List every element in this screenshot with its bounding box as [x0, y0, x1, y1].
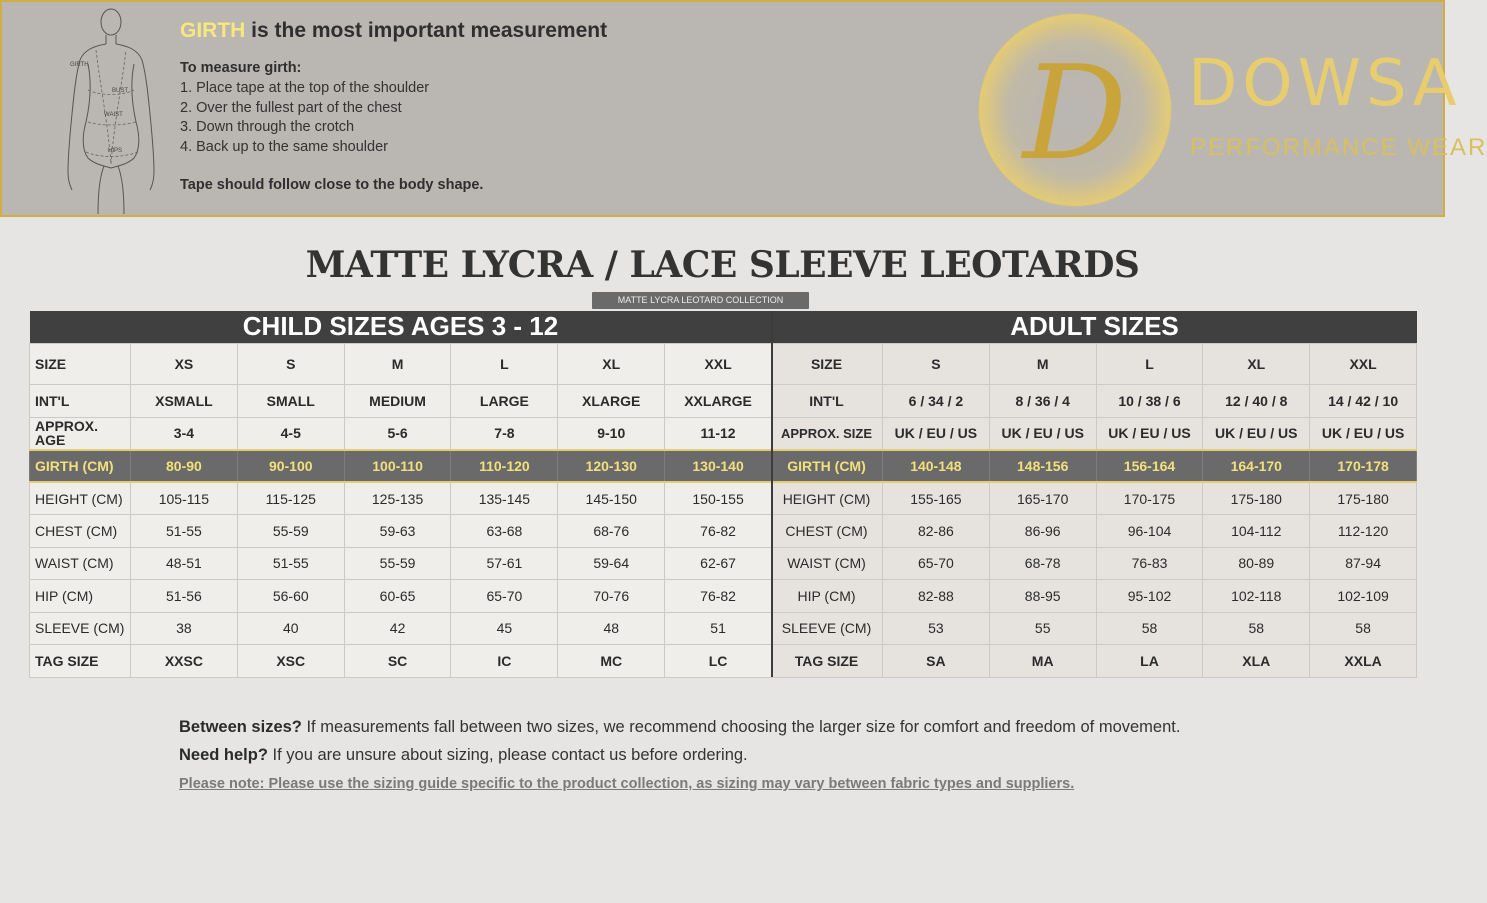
adult-row-label: SIZE — [773, 343, 883, 384]
adult-row-label: HIP (CM) — [773, 580, 883, 613]
adult-size-cell: 88-95 — [989, 580, 1096, 613]
adult-size-cell: 102-109 — [1310, 580, 1417, 613]
child-size-cell: 65-70 — [451, 580, 558, 613]
adult-size-cell: 112-120 — [1310, 515, 1417, 548]
child-size-cell: XSC — [237, 645, 344, 678]
child-size-cell: 7-8 — [451, 417, 558, 450]
body-figure-illustration — [60, 4, 160, 216]
adult-table-row — [773, 384, 1417, 417]
adult-size-cell: 170-175 — [1096, 482, 1203, 515]
child-size-cell: XL — [558, 343, 665, 384]
child-size-cell: 40 — [237, 612, 344, 645]
child-size-cell: 59-63 — [344, 515, 451, 548]
tape-note: Tape should follow close to the body shape. — [180, 177, 484, 193]
adult-size-cell: 14 / 42 / 10 — [1310, 384, 1417, 417]
child-size-cell: 76-82 — [665, 515, 772, 548]
adult-size-cell: 165-170 — [989, 482, 1096, 515]
adult-size-cell: SA — [883, 645, 990, 678]
child-size-cell: 115-125 — [237, 482, 344, 515]
child-table-row — [30, 343, 772, 384]
child-size-cell: 56-60 — [237, 580, 344, 613]
adult-size-cell: 164-170 — [1203, 450, 1310, 482]
adult-size-cell: 148-156 — [989, 450, 1096, 482]
measure-step: 3. Down through the crotch — [180, 119, 355, 135]
adult-size-cell: UK / EU / US — [1203, 417, 1310, 450]
adult-row-label: CHEST (CM) — [773, 515, 883, 548]
fine-print-note: Please note: Please use the sizing guide specific to the product collection, as sizing may vary between fabric types and suppliers. — [179, 776, 1075, 792]
child-size-cell: 42 — [344, 612, 451, 645]
child-size-cell: SC — [344, 645, 451, 678]
child-size-cell: 51-55 — [237, 547, 344, 580]
waist-figure-label: WAIST — [104, 112, 123, 118]
child-size-cell: 4-5 — [237, 417, 344, 450]
measure-steps-list — [180, 79, 429, 157]
child-row-label: TAG SIZE — [30, 645, 131, 678]
between-sizes-label: Between sizes? — [179, 718, 302, 736]
child-size-cell: MEDIUM — [344, 384, 451, 417]
adult-size-cell: 175-180 — [1310, 482, 1417, 515]
adult-size-cell: 102-118 — [1203, 580, 1310, 613]
child-size-cell: 90-100 — [237, 450, 344, 482]
child-row-label: GIRTH (CM) — [30, 450, 131, 482]
child-size-cell: 110-120 — [451, 450, 558, 482]
adult-size-cell: XXLA — [1310, 645, 1417, 678]
adult-size-cell: L — [1096, 343, 1203, 384]
collection-tag: MATTE LYCRA LEOTARD COLLECTION — [592, 292, 809, 309]
child-size-cell: 130-140 — [665, 450, 772, 482]
adult-size-cell: 58 — [1096, 612, 1203, 645]
child-size-cell: 125-135 — [344, 482, 451, 515]
child-size-cell: 11-12 — [665, 417, 772, 450]
how-to-measure-title: To measure girth: — [180, 60, 302, 76]
adult-size-cell: 58 — [1310, 612, 1417, 645]
need-help-label: Need help? — [179, 746, 268, 764]
child-size-cell: 105-115 — [131, 482, 238, 515]
child-size-cell: 55-59 — [237, 515, 344, 548]
child-size-cell: 9-10 — [558, 417, 665, 450]
between-sizes-note — [179, 713, 1379, 741]
child-size-cell: XS — [131, 343, 238, 384]
need-help-note — [179, 741, 1379, 769]
child-table-row — [30, 645, 772, 678]
child-size-cell: 55-59 — [344, 547, 451, 580]
child-size-cell: 51 — [665, 612, 772, 645]
child-size-table — [29, 311, 772, 678]
child-size-cell: 76-82 — [665, 580, 772, 613]
child-row-label: HIP (CM) — [30, 580, 131, 613]
child-size-cell: 63-68 — [451, 515, 558, 548]
adult-size-cell: MA — [989, 645, 1096, 678]
child-table-row — [30, 417, 772, 450]
adult-row-label: INT'L — [773, 384, 883, 417]
bust-figure-label: BUST — [112, 88, 129, 94]
adult-size-cell: 155-165 — [883, 482, 990, 515]
adult-size-cell: 8 / 36 / 4 — [989, 384, 1096, 417]
child-size-cell: 62-67 — [665, 547, 772, 580]
adult-row-label: TAG SIZE — [773, 645, 883, 678]
adult-size-cell: 140-148 — [883, 450, 990, 482]
child-size-cell: 51-55 — [131, 515, 238, 548]
child-size-cell: 3-4 — [131, 417, 238, 450]
girth-highlight: GIRTH — [180, 19, 246, 42]
page-title: MATTE LYCRA / LACE SLEEVE LEOTARDS — [305, 244, 1140, 286]
adult-size-table — [772, 311, 1417, 678]
child-size-cell: L — [451, 343, 558, 384]
adult-size-cell: UK / EU / US — [883, 417, 990, 450]
adult-table-row — [773, 515, 1417, 548]
adult-size-cell: 95-102 — [1096, 580, 1203, 613]
child-size-cell: 48-51 — [131, 547, 238, 580]
brand-logo-icon — [970, 8, 1180, 213]
child-row-label: HEIGHT (CM) — [30, 482, 131, 515]
child-table-row — [30, 384, 772, 417]
brand-name: DOWSA — [1188, 47, 1462, 121]
child-size-cell: 145-150 — [558, 482, 665, 515]
child-size-cell: 150-155 — [665, 482, 772, 515]
child-size-cell: XXL — [665, 343, 772, 384]
child-size-cell: LC — [665, 645, 772, 678]
adult-size-cell: 55 — [989, 612, 1096, 645]
adult-size-cell: XL — [1203, 343, 1310, 384]
child-size-cell: 80-90 — [131, 450, 238, 482]
between-sizes-text: If measurements fall between two sizes, we recommend choosing the larger size for comfort and freedom of movement. — [301, 718, 1181, 736]
child-sizes-heading: CHILD SIZES AGES 3 - 12 — [30, 311, 772, 343]
child-size-cell: 48 — [558, 612, 665, 645]
child-row-label: WAIST (CM) — [30, 547, 131, 580]
adult-size-cell: 82-86 — [883, 515, 990, 548]
child-size-cell: XLARGE — [558, 384, 665, 417]
adult-size-cell: 104-112 — [1203, 515, 1310, 548]
child-size-cell: 45 — [451, 612, 558, 645]
adult-size-cell: 170-178 — [1310, 450, 1417, 482]
adult-table-row — [773, 547, 1417, 580]
adult-size-cell: 58 — [1203, 612, 1310, 645]
child-size-cell: SMALL — [237, 384, 344, 417]
adult-size-cell: 12 / 40 / 8 — [1203, 384, 1310, 417]
adult-size-cell: 6 / 34 / 2 — [883, 384, 990, 417]
hips-figure-label: HIPS — [108, 148, 123, 154]
adult-table-row — [773, 482, 1417, 515]
adult-sizes-heading: ADULT SIZES — [773, 311, 1417, 343]
adult-size-cell: 80-89 — [1203, 547, 1310, 580]
adult-row-label: SLEEVE (CM) — [773, 612, 883, 645]
adult-size-cell: UK / EU / US — [1310, 417, 1417, 450]
table-divider — [771, 311, 773, 677]
adult-size-cell: UK / EU / US — [1096, 417, 1203, 450]
child-size-cell: 51-56 — [131, 580, 238, 613]
child-size-cell: S — [237, 343, 344, 384]
adult-size-cell: LA — [1096, 645, 1203, 678]
adult-size-cell: M — [989, 343, 1096, 384]
banner-title — [180, 19, 607, 43]
adult-size-cell: 53 — [883, 612, 990, 645]
child-size-cell: 120-130 — [558, 450, 665, 482]
adult-size-cell: 86-96 — [989, 515, 1096, 548]
banner-title-rest: is the most important measurement — [245, 19, 608, 42]
adult-row-label: APPROX. SIZE — [773, 417, 883, 450]
child-size-cell: 70-76 — [558, 580, 665, 613]
child-table-row — [30, 482, 772, 515]
child-size-cell: 60-65 — [344, 580, 451, 613]
brand-subtitle: PERFORMANCE WEAR — [1190, 134, 1487, 161]
adult-table-row — [773, 612, 1417, 645]
child-size-cell: 57-61 — [451, 547, 558, 580]
adult-size-cell: XLA — [1203, 645, 1310, 678]
adult-size-cell: 10 / 38 / 6 — [1096, 384, 1203, 417]
adult-size-cell: S — [883, 343, 990, 384]
adult-size-cell: 175-180 — [1203, 482, 1310, 515]
adult-table-row — [773, 645, 1417, 678]
adult-table-row — [773, 580, 1417, 613]
adult-size-cell: 96-104 — [1096, 515, 1203, 548]
child-size-cell: 68-76 — [558, 515, 665, 548]
adult-table-row — [773, 450, 1417, 482]
need-help-text: If you are unsure about sizing, please contact us before ordering. — [267, 746, 748, 764]
child-table-row — [30, 580, 772, 613]
child-size-cell: XXLARGE — [665, 384, 772, 417]
child-size-cell: 38 — [131, 612, 238, 645]
adult-row-label: WAIST (CM) — [773, 547, 883, 580]
child-row-label: INT'L — [30, 384, 131, 417]
child-size-cell: IC — [451, 645, 558, 678]
child-size-cell: 135-145 — [451, 482, 558, 515]
child-size-cell: M — [344, 343, 451, 384]
child-row-label: CHEST (CM) — [30, 515, 131, 548]
adult-size-cell: 68-78 — [989, 547, 1096, 580]
sizing-notes — [179, 713, 1379, 769]
logo-letter: D — [1022, 37, 1128, 189]
adult-row-label: HEIGHT (CM) — [773, 482, 883, 515]
child-size-cell: 5-6 — [344, 417, 451, 450]
child-row-label: APPROX. AGE — [30, 417, 131, 450]
adult-size-cell: 76-83 — [1096, 547, 1203, 580]
adult-size-cell: 87-94 — [1310, 547, 1417, 580]
child-size-cell: LARGE — [451, 384, 558, 417]
adult-size-cell: 82-88 — [883, 580, 990, 613]
child-size-cell: 100-110 — [344, 450, 451, 482]
adult-table-row — [773, 417, 1417, 450]
measurement-banner — [0, 0, 1487, 217]
child-table-row — [30, 547, 772, 580]
child-table-row — [30, 450, 772, 482]
adult-size-cell: XXL — [1310, 343, 1417, 384]
adult-size-cell: 156-164 — [1096, 450, 1203, 482]
child-size-cell: XSMALL — [131, 384, 238, 417]
child-table-row — [30, 612, 772, 645]
child-row-label: SIZE — [30, 343, 131, 384]
child-table-row — [30, 515, 772, 548]
child-size-cell: 59-64 — [558, 547, 665, 580]
measure-step: 2. Over the fullest part of the chest — [180, 99, 402, 116]
measure-step: 1. Place tape at the top of the shoulder — [180, 80, 430, 96]
adult-size-cell: UK / EU / US — [989, 417, 1096, 450]
adult-table-row — [773, 343, 1417, 384]
adult-size-cell: 65-70 — [883, 547, 990, 580]
adult-row-label: GIRTH (CM) — [773, 450, 883, 482]
girth-figure-label: GIRTH — [70, 62, 89, 68]
measure-step: 4. Back up to the same shoulder — [180, 138, 388, 155]
child-size-cell: XXSC — [131, 645, 238, 678]
child-row-label: SLEEVE (CM) — [30, 612, 131, 645]
child-size-cell: MC — [558, 645, 665, 678]
